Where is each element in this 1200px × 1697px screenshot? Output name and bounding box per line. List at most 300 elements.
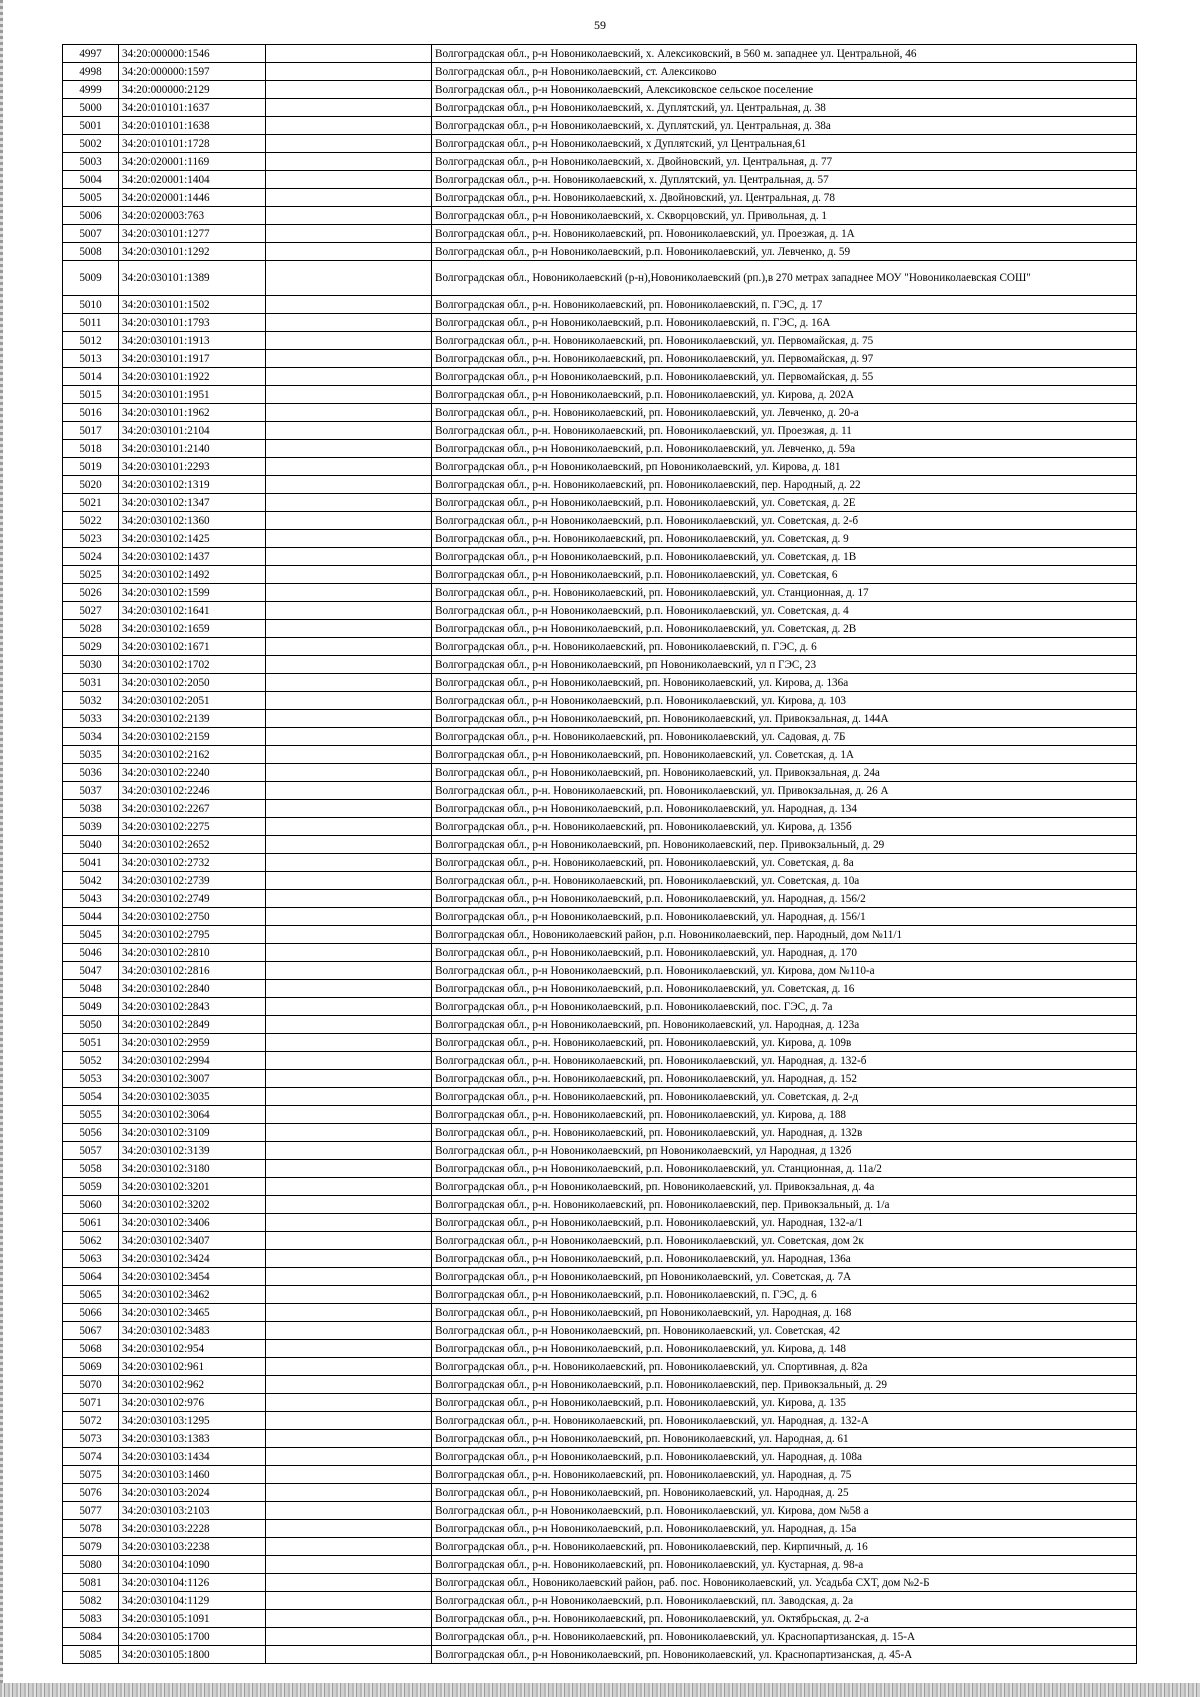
row-number-cell: 5028 — [63, 620, 119, 638]
cadastral-number-cell: 34:20:030102:2267 — [119, 800, 266, 818]
address-cell: Волгоградская обл., р-н Новониколаевский, р.п. Новониколаевский, ул. Кирова, д. 148 — [432, 1340, 1137, 1358]
table-row — [63, 782, 1137, 800]
empty-cell — [266, 207, 432, 225]
cadastral-number-cell: 34:20:030101:1793 — [119, 314, 266, 332]
address-cell: Волгоградская обл., р-н Новониколаевский, р.п. Новониколаевский, ул. Народная, д. 134 — [432, 800, 1137, 818]
empty-cell — [266, 1592, 432, 1610]
address-cell: Волгоградская обл., р-н Новониколаевский, р.п. Новониколаевский, ул. Народная, д. 156/1 — [432, 908, 1137, 926]
address-cell: Волгоградская обл., р-н. Новониколаевский, рп. Новониколаевский, п. ГЭС, д. 6 — [432, 638, 1137, 656]
cadastral-number-cell: 34:20:030102:3180 — [119, 1160, 266, 1178]
empty-cell — [266, 332, 432, 350]
table-row — [63, 836, 1137, 854]
row-number-cell: 5083 — [63, 1610, 119, 1628]
cadastral-number-cell: 34:20:030103:1434 — [119, 1448, 266, 1466]
table-row — [63, 1646, 1137, 1664]
table-row — [63, 1340, 1137, 1358]
row-number-cell: 5059 — [63, 1178, 119, 1196]
cadastral-number-cell: 34:20:030102:3406 — [119, 1214, 266, 1232]
cadastral-number-cell: 34:20:030101:1922 — [119, 368, 266, 386]
cadastral-number-cell: 34:20:030105:1700 — [119, 1628, 266, 1646]
cadastral-number-cell: 34:20:030101:1962 — [119, 404, 266, 422]
table-row — [63, 1358, 1137, 1376]
table-row — [63, 243, 1137, 261]
empty-cell — [266, 45, 432, 63]
table-row — [63, 1538, 1137, 1556]
table-row — [63, 890, 1137, 908]
row-number-cell: 5014 — [63, 368, 119, 386]
cadastral-number-cell: 34:20:030101:1277 — [119, 225, 266, 243]
address-cell: Волгоградская обл., р-н Новониколаевский, р.п. Новониколаевский, п. ГЭС, д. 6 — [432, 1286, 1137, 1304]
empty-cell — [266, 908, 432, 926]
table-row — [63, 638, 1137, 656]
cadastral-number-cell: 34:20:030101:1292 — [119, 243, 266, 261]
row-number-cell: 5044 — [63, 908, 119, 926]
empty-cell — [266, 530, 432, 548]
row-number-cell: 5049 — [63, 998, 119, 1016]
table-row — [63, 1124, 1137, 1142]
address-cell: Волгоградская обл., р-н Новониколаевский, р.п. Новониколаевский, ул. Советская, д. 1В — [432, 548, 1137, 566]
address-cell: Волгоградская обл., р-н. Новониколаевский, рп. Новониколаевский, ул. Привокзальная, д. 26 А — [432, 782, 1137, 800]
empty-cell — [266, 1628, 432, 1646]
row-number-cell: 5046 — [63, 944, 119, 962]
table-row — [63, 1448, 1137, 1466]
cadastral-number-cell: 34:20:030101:1502 — [119, 296, 266, 314]
row-number-cell: 5010 — [63, 296, 119, 314]
cadastral-number-cell: 34:20:030102:3202 — [119, 1196, 266, 1214]
empty-cell — [266, 296, 432, 314]
table-row — [63, 1574, 1137, 1592]
address-cell: Волгоградская обл., Новониколаевский район, р.п. Новониколаевский, пер. Народный, дом №11/1 — [432, 926, 1137, 944]
address-cell: Волгоградская обл., р-н. Новониколаевский, рп. Новониколаевский, ул. Советская, д. 8а — [432, 854, 1137, 872]
table-row — [63, 1052, 1137, 1070]
table-row — [63, 153, 1137, 171]
empty-cell — [266, 1502, 432, 1520]
table-row — [63, 926, 1137, 944]
table-row — [63, 1520, 1137, 1538]
page-number: 59 — [594, 18, 606, 32]
row-number-cell: 5036 — [63, 764, 119, 782]
empty-cell — [266, 710, 432, 728]
cadastral-number-cell: 34:20:010101:1728 — [119, 135, 266, 153]
empty-cell — [266, 386, 432, 404]
row-number-cell: 5006 — [63, 207, 119, 225]
empty-cell — [266, 422, 432, 440]
address-cell: Волгоградская обл., р-н. Новониколаевский, рп. Новониколаевский, ул. Первомайская, д. 97 — [432, 350, 1137, 368]
row-number-cell: 5030 — [63, 656, 119, 674]
empty-cell — [266, 548, 432, 566]
cadastral-number-cell: 34:20:030102:2652 — [119, 836, 266, 854]
row-number-cell: 5057 — [63, 1142, 119, 1160]
address-cell: Волгоградская обл., р-н Новониколаевский, рп Новониколаевский, ул п ГЭС, 23 — [432, 656, 1137, 674]
row-number-cell: 5051 — [63, 1034, 119, 1052]
address-cell: Волгоградская обл., р-н Новониколаевский, р.п. Новониколаевский, ул. Народная, 136а — [432, 1250, 1137, 1268]
address-cell: Волгоградская обл., р-н. Новониколаевский, рп. Новониколаевский, ул. Народная, д. 152 — [432, 1070, 1137, 1088]
empty-cell — [266, 1268, 432, 1286]
cadastral-number-cell: 34:20:030102:1702 — [119, 656, 266, 674]
table-row — [63, 386, 1137, 404]
table-row — [63, 1160, 1137, 1178]
table-row — [63, 1016, 1137, 1034]
cadastral-number-cell: 34:20:030102:3139 — [119, 1142, 266, 1160]
row-number-cell: 5013 — [63, 350, 119, 368]
empty-cell — [266, 854, 432, 872]
empty-cell — [266, 243, 432, 261]
row-number-cell: 5029 — [63, 638, 119, 656]
row-number-cell: 5065 — [63, 1286, 119, 1304]
table-row — [63, 476, 1137, 494]
table-row — [63, 404, 1137, 422]
row-number-cell: 5037 — [63, 782, 119, 800]
row-number-cell: 5034 — [63, 728, 119, 746]
cadastral-number-cell: 34:20:030102:2843 — [119, 998, 266, 1016]
address-cell: Волгоградская обл., р-н Новониколаевский, рп Новониколаевский, ул. Советская, д. 7А — [432, 1268, 1137, 1286]
address-cell: Волгоградская обл., р-н. Новониколаевский, рп. Новониколаевский, пер. Привокзальный, д. 1/а — [432, 1196, 1137, 1214]
empty-cell — [266, 1448, 432, 1466]
cadastral-number-cell: 34:20:030102:1599 — [119, 584, 266, 602]
address-cell: Волгоградская обл., р-н Новониколаевский, рп. Новониколаевский, ул. Народная, д. 61 — [432, 1430, 1137, 1448]
row-number-cell: 5012 — [63, 332, 119, 350]
empty-cell — [266, 404, 432, 422]
empty-cell — [266, 692, 432, 710]
row-number-cell: 5064 — [63, 1268, 119, 1286]
cadastral-number-cell: 34:20:030102:976 — [119, 1394, 266, 1412]
row-number-cell: 5025 — [63, 566, 119, 584]
table-row — [63, 854, 1137, 872]
table-row — [63, 314, 1137, 332]
table-row — [63, 530, 1137, 548]
address-cell: Волгоградская обл., р-н Новониколаевский, Алексиковское сельское поселение — [432, 81, 1137, 99]
table-row — [63, 764, 1137, 782]
table-row — [63, 1070, 1137, 1088]
table-row — [63, 350, 1137, 368]
empty-cell — [266, 800, 432, 818]
address-cell: Волгоградская обл., р-н. Новониколаевский, рп. Новониколаевский, ул. Садовая, д. 7Б — [432, 728, 1137, 746]
cadastral-number-cell: 34:20:030102:1319 — [119, 476, 266, 494]
table-row — [63, 728, 1137, 746]
cadastral-number-cell: 34:20:030102:962 — [119, 1376, 266, 1394]
cadastral-number-cell: 34:20:030102:2994 — [119, 1052, 266, 1070]
cadastral-number-cell: 34:20:030101:2293 — [119, 458, 266, 476]
cadastral-number-cell: 34:20:030102:961 — [119, 1358, 266, 1376]
table-row — [63, 332, 1137, 350]
row-number-cell: 5066 — [63, 1304, 119, 1322]
cadastral-number-cell: 34:20:030102:2749 — [119, 890, 266, 908]
table-row — [63, 261, 1137, 296]
empty-cell — [266, 566, 432, 584]
cadastral-number-cell: 34:20:030102:2739 — [119, 872, 266, 890]
cadastral-number-cell: 34:20:030102:3201 — [119, 1178, 266, 1196]
address-cell: Волгоградская обл., р-н Новониколаевский, рп. Новониколаевский, ул. Краснопартизанская, д. 45-А — [432, 1646, 1137, 1664]
address-cell: Волгоградская обл., р-н Новониколаевский, р.п. Новониколаевский, ул. Советская, д. 2В — [432, 620, 1137, 638]
row-number-cell: 5076 — [63, 1484, 119, 1502]
row-number-cell: 5026 — [63, 584, 119, 602]
row-number-cell: 5009 — [63, 261, 119, 296]
table-row — [63, 656, 1137, 674]
records-table — [62, 44, 1137, 1664]
empty-cell — [266, 1124, 432, 1142]
address-cell: Волгоградская обл., р-н. Новониколаевский, рп. Новониколаевский, ул. Кирова, д. 109в — [432, 1034, 1137, 1052]
address-cell: Волгоградская обл., р-н Новониколаевский, х. Дуплятский, ул. Центральная, д. 38 — [432, 99, 1137, 117]
address-cell: Волгоградская обл., р-н. Новониколаевский, рп. Новониколаевский, ул. Народная, д. 75 — [432, 1466, 1137, 1484]
table-row — [63, 872, 1137, 890]
cadastral-number-cell: 34:20:030101:1951 — [119, 386, 266, 404]
cadastral-number-cell: 34:20:030103:1383 — [119, 1430, 266, 1448]
address-cell: Волгоградская обл., р-н Новониколаевский, р.п. Новониколаевский, ул. Кирова, д. 103 — [432, 692, 1137, 710]
table-row — [63, 908, 1137, 926]
row-number-cell: 5038 — [63, 800, 119, 818]
address-cell: Волгоградская обл., р-н Новониколаевский, рп. Новониколаевский, ул. Советская, д. 1А — [432, 746, 1137, 764]
cadastral-number-cell: 34:20:030102:1492 — [119, 566, 266, 584]
address-cell: Волгоградская обл., р-н Новониколаевский, р.п. Новониколаевский, ул. Кирова, д. 202А — [432, 386, 1137, 404]
address-cell: Волгоградская обл., р-н Новониколаевский, р.п. Новониколаевский, ул. Кирова, дом №58 а — [432, 1502, 1137, 1520]
row-number-cell: 5072 — [63, 1412, 119, 1430]
table-row — [63, 566, 1137, 584]
cadastral-number-cell: 34:20:000000:1597 — [119, 63, 266, 81]
empty-cell — [266, 476, 432, 494]
address-cell: Волгоградская обл., р-н Новониколаевский, р.п. Новониколаевский, пос. ГЭС, д. 7а — [432, 998, 1137, 1016]
table-row — [63, 1412, 1137, 1430]
row-number-cell: 5007 — [63, 225, 119, 243]
table-row — [63, 1466, 1137, 1484]
row-number-cell: 5031 — [63, 674, 119, 692]
table-row — [63, 1196, 1137, 1214]
empty-cell — [266, 1322, 432, 1340]
cadastral-number-cell: 34:20:030102:3064 — [119, 1106, 266, 1124]
cadastral-number-cell: 34:20:030102:2732 — [119, 854, 266, 872]
cadastral-number-cell: 34:20:030101:1917 — [119, 350, 266, 368]
empty-cell — [266, 1556, 432, 1574]
row-number-cell: 5062 — [63, 1232, 119, 1250]
table-row — [63, 117, 1137, 135]
table-row — [63, 1484, 1137, 1502]
empty-cell — [266, 225, 432, 243]
address-cell: Волгоградская обл., р-н Новониколаевский, р.п. Новониколаевский, ул. Народная, д. 108а — [432, 1448, 1137, 1466]
address-cell: Волгоградская обл., р-н Новониколаевский, х. Скворцовский, ул. Привольная, д. 1 — [432, 207, 1137, 225]
address-cell: Волгоградская обл., р-н Новониколаевский, рп. Новониколаевский, ул. Привокзальная, д. 144А — [432, 710, 1137, 728]
empty-cell — [266, 1646, 432, 1664]
cadastral-number-cell: 34:20:030102:3483 — [119, 1322, 266, 1340]
table-row — [63, 980, 1137, 998]
row-number-cell: 5073 — [63, 1430, 119, 1448]
address-cell: Волгоградская обл., р-н Новониколаевский, р.п. Новониколаевский, ул. Станционная, д. 11а/2 — [432, 1160, 1137, 1178]
cadastral-number-cell: 34:20:030101:1913 — [119, 332, 266, 350]
table-row — [63, 1304, 1137, 1322]
empty-cell — [266, 1538, 432, 1556]
cadastral-number-cell: 34:20:030105:1800 — [119, 1646, 266, 1664]
empty-cell — [266, 512, 432, 530]
table-row — [63, 620, 1137, 638]
row-number-cell: 5048 — [63, 980, 119, 998]
row-number-cell: 5084 — [63, 1628, 119, 1646]
row-number-cell: 5074 — [63, 1448, 119, 1466]
row-number-cell: 5032 — [63, 692, 119, 710]
cadastral-number-cell: 34:20:030104:1090 — [119, 1556, 266, 1574]
address-cell: Волгоградская обл., р-н Новониколаевский, р.п. Новониколаевский, ул. Народная, д. 156/2 — [432, 890, 1137, 908]
cadastral-number-cell: 34:20:030102:1437 — [119, 548, 266, 566]
table-row — [63, 1088, 1137, 1106]
address-cell: Волгоградская обл., Новониколаевский район, раб. пос. Новониколаевский, ул. Усадьба СХТ, дом №2-Б — [432, 1574, 1137, 1592]
table-row — [63, 1034, 1137, 1052]
cadastral-number-cell: 34:20:030102:2959 — [119, 1034, 266, 1052]
table-row — [63, 1250, 1137, 1268]
cadastral-number-cell: 34:20:030102:3109 — [119, 1124, 266, 1142]
cadastral-number-cell: 34:20:030102:2750 — [119, 908, 266, 926]
row-number-cell: 5079 — [63, 1538, 119, 1556]
address-cell: Волгоградская обл., р-н Новониколаевский, р.п. Новониколаевский, пер. Привокзальный, д. 29 — [432, 1376, 1137, 1394]
cadastral-number-cell: 34:20:010101:1638 — [119, 117, 266, 135]
records-table-body — [63, 45, 1137, 1664]
row-number-cell: 5077 — [63, 1502, 119, 1520]
address-cell: Волгоградская обл., р-н Новониколаевский, р.п. Новониколаевский, ул. Советская, д. 2-б — [432, 512, 1137, 530]
row-number-cell: 4999 — [63, 81, 119, 99]
cadastral-number-cell: 34:20:000000:1546 — [119, 45, 266, 63]
address-cell: Волгоградская обл., р-н. Новониколаевский, рп. Новониколаевский, ул. Народная, д. 132в — [432, 1124, 1137, 1142]
empty-cell — [266, 818, 432, 836]
table-row — [63, 692, 1137, 710]
cadastral-number-cell: 34:20:030102:3454 — [119, 1268, 266, 1286]
address-cell: Волгоградская обл., р-н Новониколаевский, рп. Новониколаевский, ул. Привокзальная, д. 24а — [432, 764, 1137, 782]
empty-cell — [266, 1574, 432, 1592]
address-cell: Волгоградская обл., р-н Новониколаевский, р.п. Новониколаевский, ул. Народная, 132-а/1 — [432, 1214, 1137, 1232]
table-row — [63, 81, 1137, 99]
cadastral-number-cell: 34:20:030102:3035 — [119, 1088, 266, 1106]
table-row — [63, 746, 1137, 764]
empty-cell — [266, 494, 432, 512]
table-row — [63, 422, 1137, 440]
empty-cell — [266, 1466, 432, 1484]
cadastral-number-cell: 34:20:030102:1360 — [119, 512, 266, 530]
cadastral-number-cell: 34:20:030103:2238 — [119, 1538, 266, 1556]
row-number-cell: 5052 — [63, 1052, 119, 1070]
empty-cell — [266, 261, 432, 296]
address-cell: Волгоградская обл., р-н Новониколаевский, рп Новониколаевский, ул. Кирова, д. 181 — [432, 458, 1137, 476]
table-row — [63, 1430, 1137, 1448]
table-row — [63, 171, 1137, 189]
row-number-cell: 5080 — [63, 1556, 119, 1574]
empty-cell — [266, 189, 432, 207]
row-number-cell: 5071 — [63, 1394, 119, 1412]
empty-cell — [266, 1016, 432, 1034]
address-cell: Волгоградская обл., р-н Новониколаевский, рп. Новониколаевский, ул. Народная, д. 25 — [432, 1484, 1137, 1502]
row-number-cell: 5067 — [63, 1322, 119, 1340]
row-number-cell: 5085 — [63, 1646, 119, 1664]
empty-cell — [266, 1232, 432, 1250]
cadastral-number-cell: 34:20:030102:1641 — [119, 602, 266, 620]
empty-cell — [266, 440, 432, 458]
table-row — [63, 944, 1137, 962]
address-cell: Волгоградская обл., р-н Новониколаевский, рп. Новониколаевский, ул. Кирова, д. 136а — [432, 674, 1137, 692]
table-row — [63, 63, 1137, 81]
row-number-cell: 5078 — [63, 1520, 119, 1538]
address-cell: Волгоградская обл., р-н. Новониколаевский, рп. Новониколаевский, пер. Народный, д. 22 — [432, 476, 1137, 494]
table-row — [63, 962, 1137, 980]
empty-cell — [266, 1070, 432, 1088]
row-number-cell: 5050 — [63, 1016, 119, 1034]
cadastral-number-cell: 34:20:030103:2103 — [119, 1502, 266, 1520]
row-number-cell: 5068 — [63, 1340, 119, 1358]
address-cell: Волгоградская обл., р-н. Новониколаевский, рп. Новониколаевский, ул. Народная, д. 132-б — [432, 1052, 1137, 1070]
row-number-cell: 5000 — [63, 99, 119, 117]
row-number-cell: 5020 — [63, 476, 119, 494]
row-number-cell: 5043 — [63, 890, 119, 908]
cadastral-number-cell: 34:20:030102:1671 — [119, 638, 266, 656]
cadastral-number-cell: 34:20:030103:2228 — [119, 1520, 266, 1538]
address-cell: Волгоградская обл., р-н. Новониколаевский, х. Дуплятский, ул. Центральная, д. 57 — [432, 171, 1137, 189]
row-number-cell: 5001 — [63, 117, 119, 135]
empty-cell — [266, 1178, 432, 1196]
cadastral-number-cell: 34:20:030103:1460 — [119, 1466, 266, 1484]
address-cell: Волгоградская обл., р-н. Новониколаевский, рп. Новониколаевский, ул. Левченко, д. 20-а — [432, 404, 1137, 422]
table-row — [63, 1142, 1137, 1160]
address-cell: Волгоградская обл., р-н Новониколаевский, рп. Новониколаевский, пер. Привокзальный, д. 29 — [432, 836, 1137, 854]
table-row — [63, 1232, 1137, 1250]
address-cell: Волгоградская обл., р-н Новониколаевский, х. Алексиковский, в 560 м. западнее ул. Центральной, 46 — [432, 45, 1137, 63]
empty-cell — [266, 1610, 432, 1628]
empty-cell — [266, 63, 432, 81]
empty-cell — [266, 153, 432, 171]
address-cell: Волгоградская обл., р-н. Новониколаевский, рп. Новониколаевский, ул. Проезжая, д. 1А — [432, 225, 1137, 243]
empty-cell — [266, 998, 432, 1016]
cadastral-number-cell: 34:20:030102:1347 — [119, 494, 266, 512]
row-number-cell: 5082 — [63, 1592, 119, 1610]
empty-cell — [266, 1160, 432, 1178]
row-number-cell: 5017 — [63, 422, 119, 440]
empty-cell — [266, 674, 432, 692]
empty-cell — [266, 314, 432, 332]
cadastral-number-cell: 34:20:030102:2816 — [119, 962, 266, 980]
address-cell: Волгоградская обл., р-н. Новониколаевский, рп. Новониколаевский, ул. Первомайская, д. 75 — [432, 332, 1137, 350]
cadastral-number-cell: 34:20:030104:1129 — [119, 1592, 266, 1610]
scan-bottom-edge — [0, 1683, 1200, 1697]
cadastral-number-cell: 34:20:030102:2139 — [119, 710, 266, 728]
cadastral-number-cell: 34:20:030102:3462 — [119, 1286, 266, 1304]
address-cell: Волгоградская обл., р-н Новониколаевский, р.п. Новониколаевский, ул. Советская, дом 2к — [432, 1232, 1137, 1250]
empty-cell — [266, 1484, 432, 1502]
row-number-cell: 5069 — [63, 1358, 119, 1376]
cadastral-number-cell: 34:20:000000:2129 — [119, 81, 266, 99]
empty-cell — [266, 1520, 432, 1538]
address-cell: Волгоградская обл., р-н. Новониколаевский, рп. Новониколаевский, ул. Народная, д. 132-А — [432, 1412, 1137, 1430]
address-cell: Волгоградская обл., р-н. Новониколаевский, рп. Новониколаевский, ул. Советская, д. 2-д — [432, 1088, 1137, 1106]
empty-cell — [266, 1196, 432, 1214]
row-number-cell: 5023 — [63, 530, 119, 548]
row-number-cell: 5022 — [63, 512, 119, 530]
table-row — [63, 440, 1137, 458]
row-number-cell: 5060 — [63, 1196, 119, 1214]
row-number-cell: 5054 — [63, 1088, 119, 1106]
empty-cell — [266, 458, 432, 476]
table-row — [63, 998, 1137, 1016]
table-row — [63, 674, 1137, 692]
empty-cell — [266, 656, 432, 674]
address-cell: Волгоградская обл., р-н Новониколаевский, рп. Новониколаевский, ул. Народная, д. 123а — [432, 1016, 1137, 1034]
empty-cell — [266, 746, 432, 764]
address-cell: Волгоградская обл., р-н. Новониколаевский, рп. Новониколаевский, ул. Краснопартизанская, д. 15-А — [432, 1628, 1137, 1646]
empty-cell — [266, 350, 432, 368]
address-cell: Волгоградская обл., р-н Новониколаевский, р.п. Новониколаевский, ул. Народная, д. 170 — [432, 944, 1137, 962]
cadastral-number-cell: 34:20:030102:3407 — [119, 1232, 266, 1250]
table-row — [63, 189, 1137, 207]
table-row — [63, 710, 1137, 728]
scan-left-edge — [0, 0, 3, 1697]
address-cell: Волгоградская обл., р-н Новониколаевский, р.п. Новониколаевский, ул. Советская, д. 4 — [432, 602, 1137, 620]
empty-cell — [266, 368, 432, 386]
empty-cell — [266, 1250, 432, 1268]
address-cell: Волгоградская обл., р-н Новониколаевский, р.п. Новониколаевский, ул. Кирова, дом №110-а — [432, 962, 1137, 980]
row-number-cell: 4998 — [63, 63, 119, 81]
address-cell: Волгоградская обл., р-н Новониколаевский, р.п. Новониколаевский, ул. Советская, д. 16 — [432, 980, 1137, 998]
address-cell: Волгоградская обл., р-н Новониколаевский, рп Новониколаевский, ул Народная, д 132б — [432, 1142, 1137, 1160]
